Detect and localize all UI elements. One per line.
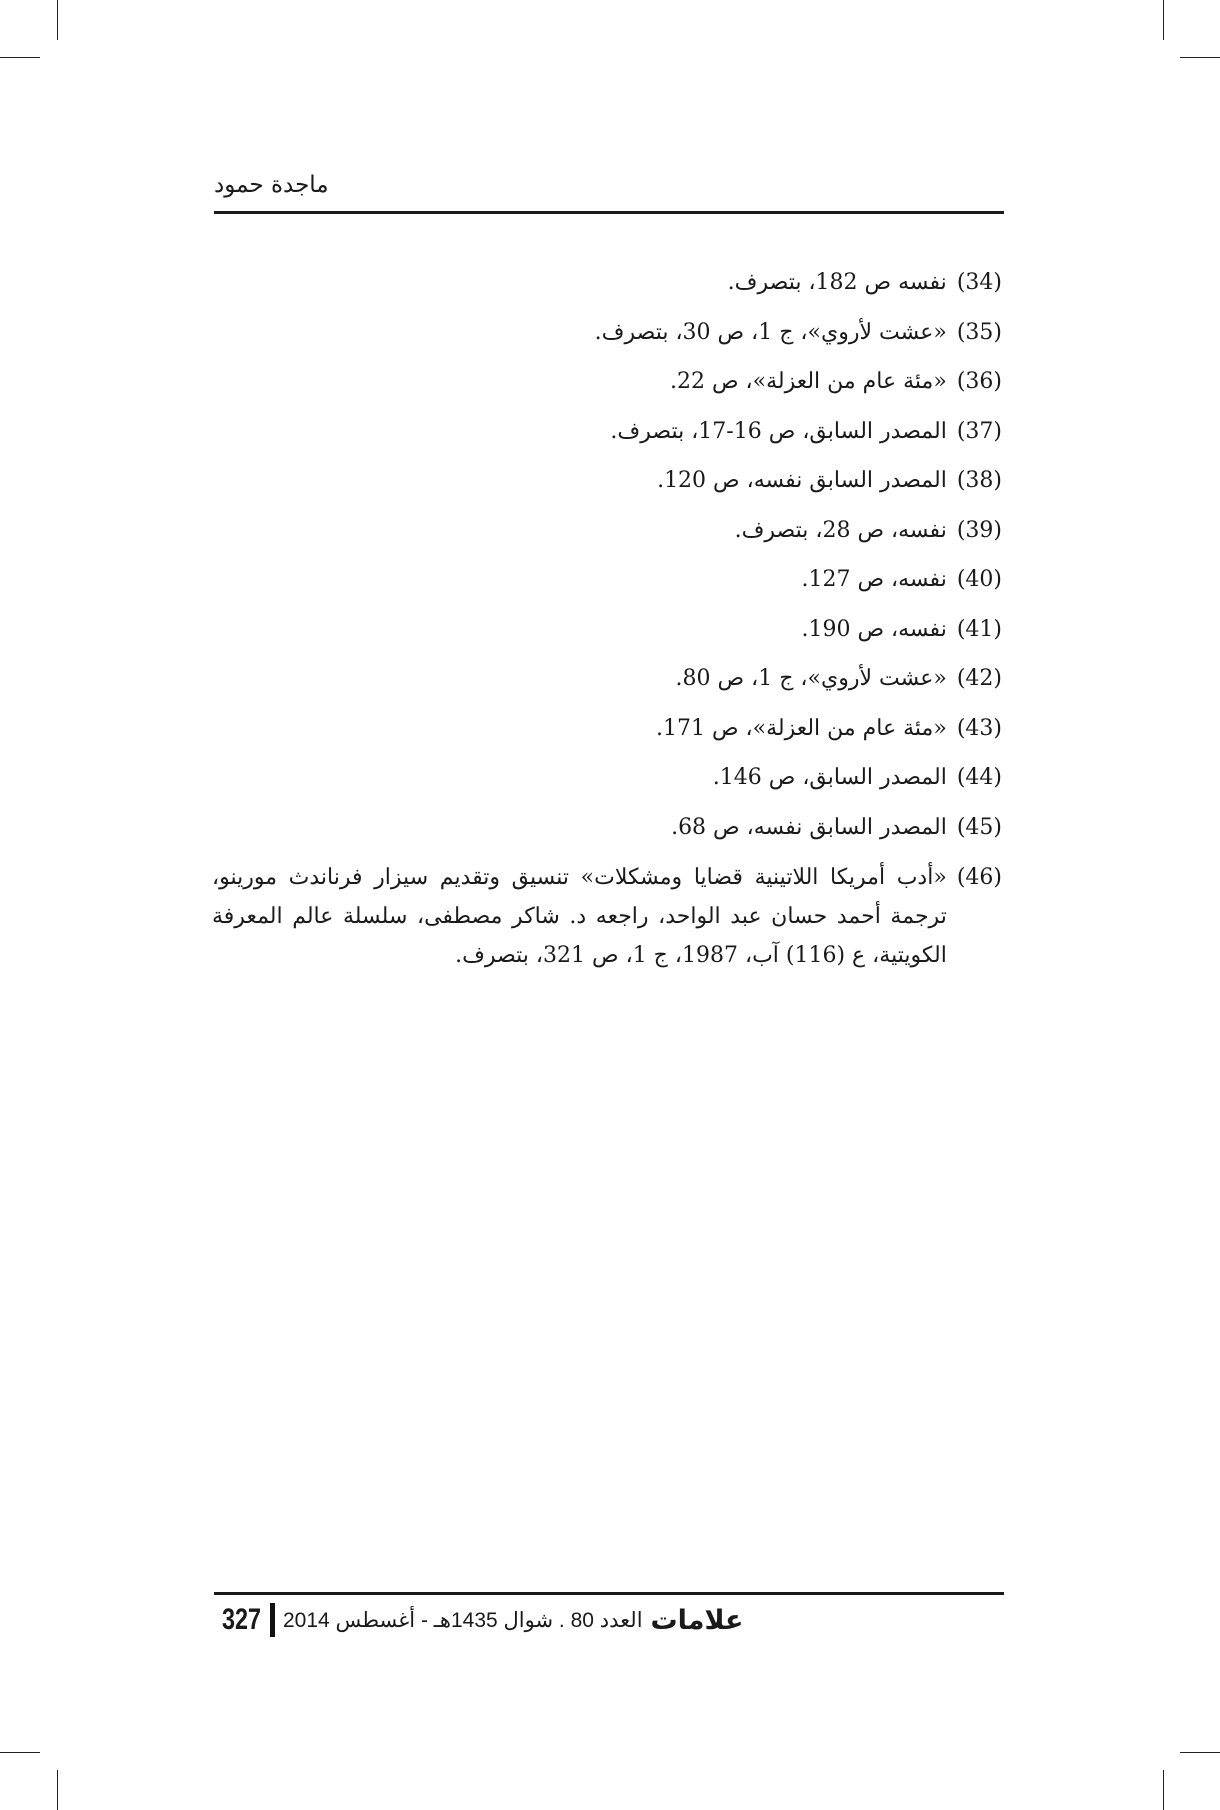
endnote	[212, 506, 1002, 556]
endnote-text: «مئة عام من العزلة»، ص 22.	[669, 369, 947, 394]
endnote-text: «عشت لأروي»، ج 1، ص 80.	[675, 666, 947, 691]
crop-mark	[57, 0, 58, 40]
endnote-text: المصدر السابق نفسه، ص 68.	[671, 814, 947, 840]
endnote	[212, 308, 1002, 358]
endnote-text: المصدر السابق، ص 146.	[712, 765, 947, 790]
crop-mark	[1163, 0, 1164, 40]
issue-info: العدد 80 . شوال 1435هـ - أغسطس 2014	[283, 1608, 643, 1632]
endnote	[212, 753, 1002, 803]
endnote-text: نفسه، ص 190.	[801, 616, 947, 642]
endnote	[212, 407, 1002, 457]
endnote-text: «عشت لأروي»، ج 1، ص 30، بتصرف.	[594, 319, 947, 345]
endnote	[212, 803, 1002, 853]
endnote-number: (40)	[956, 567, 1002, 592]
endnote	[212, 858, 1002, 975]
endnote-number: (37)	[956, 418, 1002, 444]
endnote	[212, 555, 1002, 605]
endnote	[212, 456, 1002, 506]
endnote-number: (46)	[956, 865, 1002, 890]
endnote	[212, 258, 1002, 308]
crop-mark	[57, 1770, 58, 1810]
footer-rule	[214, 1592, 1004, 1595]
endnote-number: (44)	[956, 765, 1002, 790]
journal-logo: علامات	[650, 1604, 744, 1636]
endnote-text: نفسه، ص 28، بتصرف.	[734, 517, 947, 543]
endnote-number: (39)	[956, 517, 1002, 543]
endnote-number: (42)	[956, 666, 1002, 691]
endnote-text: المصدر السابق نفسه، ص 120.	[657, 468, 947, 493]
endnote	[212, 704, 1002, 754]
endnote	[212, 654, 1002, 704]
endnote-number: (35)	[956, 319, 1002, 345]
crop-mark	[1163, 1770, 1164, 1810]
endnote-text: نفسه ص 182، بتصرف.	[727, 270, 947, 295]
footer-separator-bar	[270, 1603, 275, 1637]
running-header-author: ماجدة حمود	[214, 172, 329, 198]
header-rule	[214, 211, 1004, 214]
crop-mark	[0, 1752, 40, 1753]
endnotes-list	[212, 258, 1002, 975]
page-footer	[222, 1600, 743, 1640]
page-number: 327	[222, 1603, 262, 1636]
endnote-number: (45)	[956, 814, 1002, 840]
crop-mark	[1180, 1752, 1220, 1753]
endnote-text: «مئة عام من العزلة»، ص 171.	[655, 715, 947, 741]
endnote-number: (38)	[956, 468, 1002, 493]
endnote	[212, 605, 1002, 655]
endnote	[212, 357, 1002, 407]
endnote-text: «أدب أمريكا اللاتينية قضايا ومشكلات» تنسيق وتقديم سيزار فرناندث مورينو، ترجمة أحمد حسان عبد الواحد، راجعه د. شاكر مصطفى، سلسلة عالم المعرفة الكويتية، ع (116) آب، 1987، ج 1، ص 321، بتصرف.	[212, 865, 947, 968]
endnote-text: المصدر السابق، ص 16-17، بتصرف.	[610, 418, 947, 444]
crop-mark	[1180, 57, 1220, 58]
endnote-number: (41)	[956, 616, 1002, 642]
endnote-number: (34)	[956, 270, 1002, 295]
endnote-number: (43)	[956, 715, 1002, 741]
endnote-number: (36)	[956, 369, 1002, 394]
crop-mark	[0, 57, 40, 58]
endnote-text: نفسه، ص 127.	[801, 567, 947, 592]
